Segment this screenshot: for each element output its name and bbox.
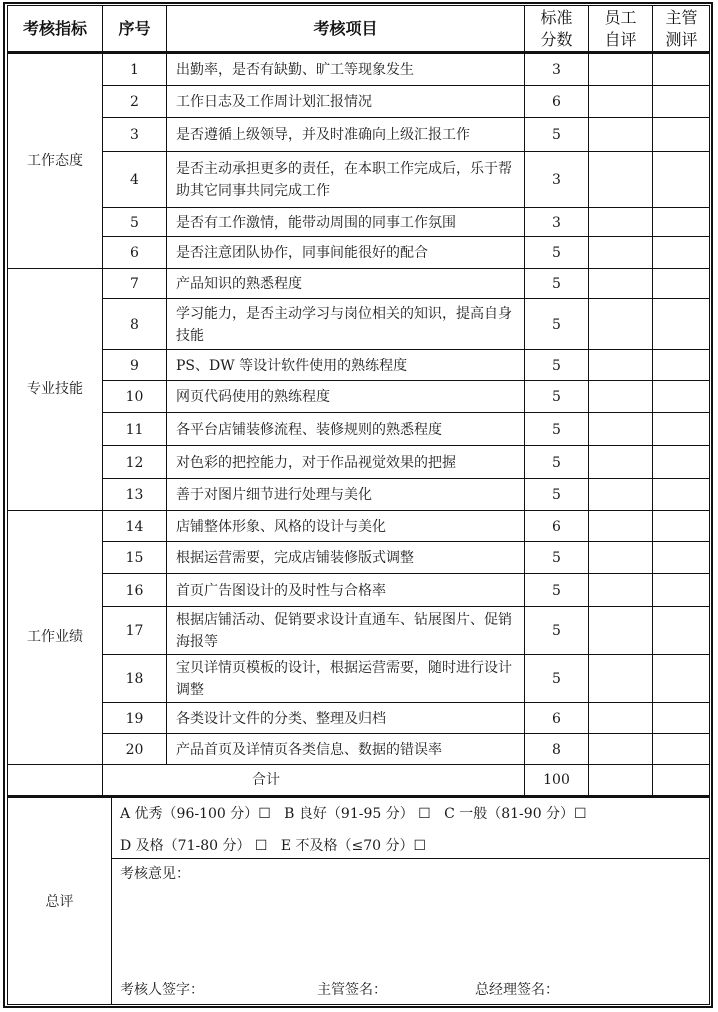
row-number: 5 (130, 214, 139, 231)
total-self-eval[interactable] (589, 765, 652, 795)
row-number: 3 (130, 127, 139, 143)
header-standard-score-line1: 标准 (540, 7, 573, 27)
row-manager-eval[interactable] (653, 119, 710, 151)
row-divider (102, 445, 710, 446)
row-divider (7, 510, 710, 511)
row-self-eval[interactable] (589, 382, 652, 412)
row-self-eval[interactable] (589, 608, 652, 654)
row-self-eval[interactable] (589, 153, 652, 207)
row-standard-score: 5 (552, 127, 561, 143)
row-divider (102, 412, 710, 413)
row-self-eval[interactable] (589, 300, 652, 349)
row-self-eval[interactable] (589, 351, 652, 380)
gm-signature-label: 总经理签名： (475, 982, 559, 998)
row-manager-eval[interactable] (653, 270, 710, 298)
row-item: 是否有工作激情，能带动周围的同事工作氛围 (176, 214, 456, 231)
row-manager-eval[interactable] (653, 543, 710, 573)
row-manager-eval[interactable] (653, 300, 710, 349)
row-divider (102, 298, 710, 299)
header-manager-eval-line1: 主管 (665, 7, 698, 27)
header-item: 考核项目 (313, 18, 378, 38)
assessor-signature-label: 考核人签字： (120, 982, 204, 998)
row-number: 12 (125, 454, 144, 471)
row-item: PS、DW 等设计软件使用的熟练程度 (176, 357, 408, 374)
category-work-attitude: 工作态度 (27, 153, 83, 169)
row-item: 工作日志及工作周计划汇报情况 (176, 94, 372, 110)
row-manager-eval[interactable] (653, 209, 710, 236)
row-divider (102, 85, 710, 86)
opinion-label: 考核意见： (120, 866, 190, 882)
row-standard-score: 5 (552, 623, 561, 639)
category-performance: 工作业绩 (27, 629, 83, 645)
row-item: 出勤率，是否有缺勤、旷工等现象发生 (176, 61, 414, 78)
row-manager-eval[interactable] (653, 447, 710, 478)
row-number: 10 (125, 389, 144, 405)
row-divider (102, 478, 710, 479)
row-self-eval[interactable] (589, 735, 652, 764)
row-item: 是否遵循上级领导，并及时准确向上级汇报工作 (176, 127, 470, 143)
row-standard-score: 5 (552, 550, 561, 566)
row-standard-score: 6 (552, 518, 561, 535)
row-standard-score: 5 (552, 454, 561, 471)
row-number: 8 (130, 316, 139, 333)
row-item: 宝贝详情页模板的设计，根据运营需要，随时进行设计调整 (176, 660, 512, 698)
row-divider (102, 207, 710, 208)
total-score: 100 (543, 772, 570, 788)
row-manager-eval[interactable] (653, 238, 710, 268)
row-manager-eval[interactable] (653, 704, 710, 733)
row-divider (102, 541, 710, 542)
grade-options-line1[interactable]: A 优秀（96-100 分）☐ B 良好（91-95 分） ☐ C 一般（81-90 分）☐ (120, 806, 587, 822)
row-standard-score: 5 (552, 357, 561, 374)
row-divider (102, 654, 710, 655)
row-standard-score: 6 (552, 94, 561, 110)
row-divider (102, 702, 710, 703)
row-item: 店铺整体形象、风格的设计与美化 (176, 518, 386, 535)
row-number: 18 (125, 671, 144, 687)
row-divider (102, 117, 710, 118)
row-number: 9 (130, 357, 139, 374)
row-divider (102, 349, 710, 350)
row-item: 是否主动承担更多的责任，在本职工作完成后，乐于帮助其它同事共同完成工作 (176, 161, 512, 199)
supervisor-signature-label: 主管签名： (317, 982, 387, 998)
header-standard-score (525, 6, 588, 51)
row-self-eval[interactable] (589, 480, 652, 510)
header-manager-eval (653, 6, 710, 51)
row-number: 2 (130, 94, 139, 110)
grades-bottom-rule (111, 858, 710, 859)
summary-label: 总评 (45, 893, 74, 910)
row-number: 14 (125, 518, 144, 535)
row-item: 根据运营需要，完成店铺装修版式调整 (176, 550, 414, 566)
row-standard-score: 5 (552, 671, 561, 687)
row-divider (102, 236, 710, 237)
row-standard-score: 5 (552, 245, 561, 261)
row-item: 是否注意团队协作，同事间能很好的配合 (176, 245, 428, 261)
row-manager-eval[interactable] (653, 414, 710, 445)
row-manager-eval[interactable] (653, 735, 710, 764)
row-standard-score: 3 (552, 172, 561, 188)
row-self-eval[interactable] (589, 575, 652, 606)
header-manager-eval-line2: 测评 (665, 29, 698, 49)
row-number: 20 (125, 741, 144, 758)
row-self-eval[interactable] (589, 414, 652, 445)
row-manager-eval[interactable] (653, 656, 710, 702)
row-number: 19 (125, 710, 144, 727)
header-self-eval-line2: 自评 (604, 29, 637, 49)
row-item: 对色彩的把控能力，对于作品视觉效果的把握 (176, 454, 456, 471)
row-divider (102, 573, 710, 574)
row-item: 根据店铺活动、促销要求设计直通车、钻展图片、促销海报等 (176, 612, 512, 650)
row-number: 17 (125, 623, 144, 639)
row-divider (102, 380, 710, 381)
header-standard-score-line2: 分数 (540, 29, 573, 49)
header-index: 序号 (118, 18, 151, 38)
header-self-eval-line1: 员工 (604, 7, 637, 27)
row-self-eval[interactable] (589, 54, 652, 85)
row-number: 15 (125, 550, 144, 566)
row-manager-eval[interactable] (653, 480, 710, 510)
row-item: 各类设计文件的分类、整理及归档 (176, 710, 386, 727)
row-number: 13 (125, 487, 144, 503)
row-item: 学习能力，是否主动学习与岗位相关的知识，提高自身技能 (176, 305, 512, 344)
row-divider (102, 733, 710, 734)
row-number: 6 (130, 245, 139, 261)
row-self-eval[interactable] (589, 209, 652, 236)
row-item: 产品知识的熟悉程度 (176, 276, 302, 292)
row-number: 16 (125, 582, 144, 599)
summary-top-rule (7, 795, 710, 798)
row-number: 11 (125, 421, 144, 438)
row-self-eval[interactable] (589, 704, 652, 733)
row-standard-score: 8 (552, 741, 561, 758)
row-self-eval[interactable] (589, 238, 652, 268)
row-manager-eval[interactable] (653, 575, 710, 606)
row-divider (7, 268, 710, 269)
row-manager-eval[interactable] (653, 54, 710, 85)
row-manager-eval[interactable] (653, 87, 710, 117)
row-number: 4 (130, 172, 139, 188)
grade-options-line2[interactable]: D 及格（71-80 分） ☐ E 不及格（≤70 分）☐ (120, 838, 427, 854)
row-standard-score: 5 (552, 276, 561, 292)
row-manager-eval[interactable] (653, 512, 710, 541)
row-standard-score: 5 (552, 487, 561, 503)
row-item: 网页代码使用的熟练程度 (176, 389, 330, 405)
row-divider (102, 151, 710, 152)
row-item: 各平台店铺装修流程、装修规则的熟悉程度 (176, 421, 442, 438)
row-standard-score: 3 (552, 214, 561, 231)
row-self-eval[interactable] (589, 512, 652, 541)
row-self-eval[interactable] (589, 656, 652, 702)
row-self-eval[interactable] (589, 270, 652, 298)
row-item: 善于对图片细节进行处理与美化 (176, 487, 372, 503)
row-standard-score: 3 (552, 61, 561, 78)
row-self-eval[interactable] (589, 447, 652, 478)
row-self-eval[interactable] (589, 543, 652, 573)
category-professional-skills: 专业技能 (27, 381, 83, 397)
header-category: 考核指标 (22, 18, 87, 38)
header-self-eval (589, 6, 652, 51)
row-manager-eval[interactable] (653, 608, 710, 654)
row-divider (102, 606, 710, 607)
row-self-eval[interactable] (589, 87, 652, 117)
row-standard-score: 5 (552, 421, 561, 438)
row-item: 首页广告图设计的及时性与合格率 (176, 582, 386, 599)
row-number: 7 (130, 276, 139, 292)
row-manager-eval[interactable] (653, 382, 710, 412)
row-self-eval[interactable] (589, 119, 652, 151)
row-standard-score: 5 (552, 389, 561, 405)
row-standard-score: 6 (552, 710, 561, 727)
total-manager-eval[interactable] (653, 765, 710, 795)
row-manager-eval[interactable] (653, 351, 710, 380)
row-manager-eval[interactable] (653, 153, 710, 207)
row-standard-score: 5 (552, 582, 561, 599)
total-label: 合计 (252, 772, 280, 788)
row-item: 产品首页及详情页各类信息、数据的错误率 (176, 741, 442, 758)
row-standard-score: 5 (552, 316, 561, 333)
row-number: 1 (130, 61, 139, 78)
opinion-field[interactable] (112, 885, 709, 975)
